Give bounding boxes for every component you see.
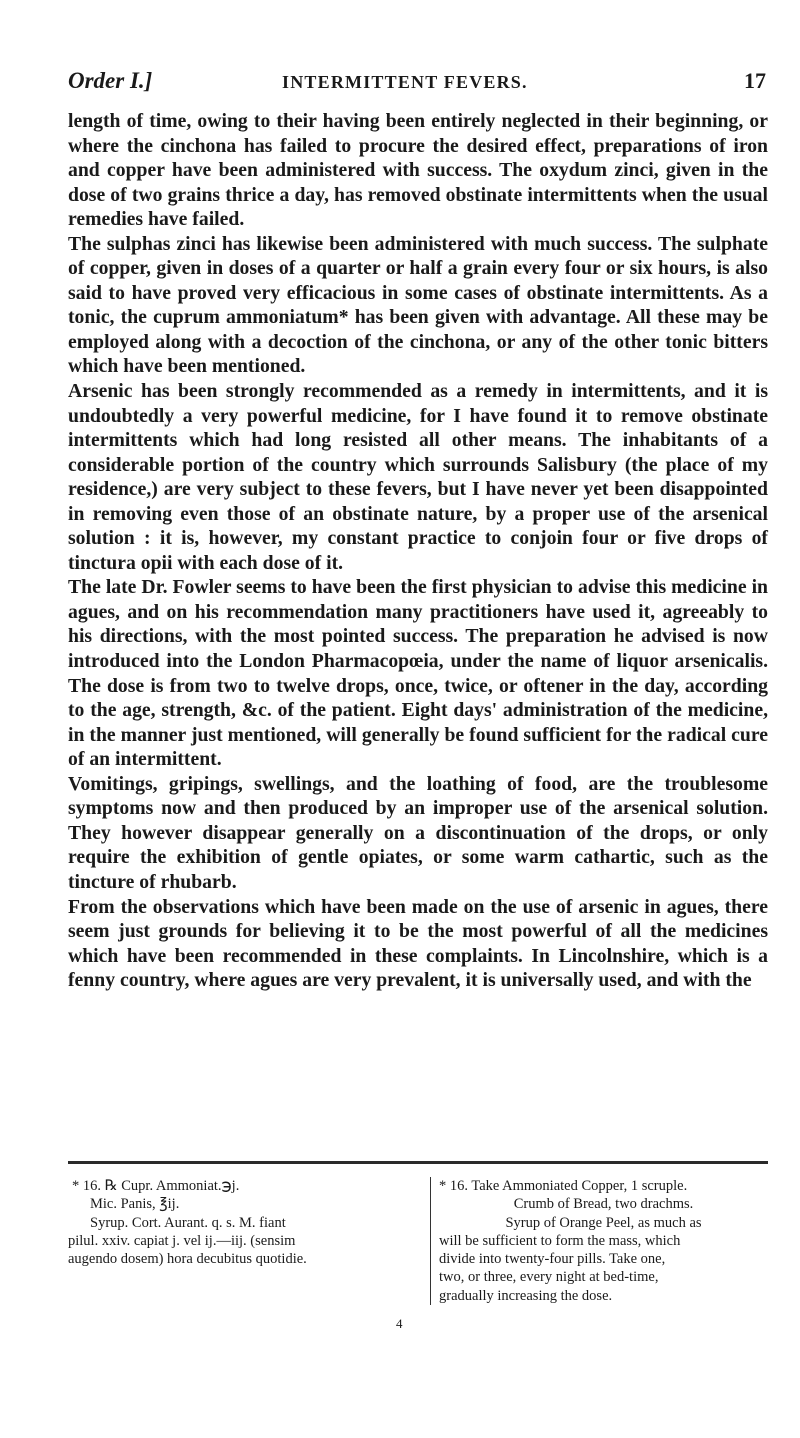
footnote-divider: [68, 1161, 768, 1164]
paragraph: Arsenic has been strongly recommended as a remedy in intermittents, and it is undoubtedly a very powerful medicine, for I have found it to remove obstinate intermittents which had long resisted all other means. The inhabitants of a considerable portion of the country which surrounds Salisbury (the place of my residence,) are very subject to these fevers, but I have never yet been disappointed in removing even those of an obstinate nature, by a proper use of the arsenical solution : it is, however, my constant practice to conjoin four or five drops of tinctura opii with each dose of it.: [68, 380, 768, 574]
main-text: [68, 109, 768, 993]
footnote-english: [430, 1177, 768, 1305]
paragraph: From the observations which have been made on the use of arsenic in agues, there seem just grounds for believing it to be the most powerful of all the medicines which have been recommended in these complaints. In Lincolnshire, which is a fenny country, where agues are very prevalent, it is universally used, and with the: [68, 895, 768, 992]
footnote-line: will be sufficient to form the mass, which: [439, 1232, 681, 1249]
footnote-line: Syrup. Cort. Aurant. q. s. M. fiant: [90, 1214, 286, 1231]
footnote-latin: [68, 1177, 408, 1268]
footnote-line: Crumb of Bread, two drachms.: [513, 1196, 694, 1213]
footnote-line: Mic. Panis, ℥ij.: [90, 1196, 180, 1213]
footnote-line: Syrup of Orange Peel, as much as: [505, 1214, 702, 1231]
header-title: INTERMITTENT FEVERS.: [282, 72, 528, 92]
page-number: 17: [744, 68, 766, 93]
footnote-line: augendo dosem) hora decubitus quotidie.: [68, 1251, 307, 1268]
footnote-line: divide into twenty-four pills. Take one,: [439, 1251, 666, 1268]
footnote-line: gradually increasing the dose.: [439, 1287, 613, 1304]
footnote-line: * 16. Take Ammoniated Copper, 1 scruple.: [439, 1178, 688, 1194]
paragraph: The sulphas zinci has likewise been administered with much success. The sulphate of copper, given in doses of a quarter or half a grain every four or six hours, is also said to have proved very efficacious in some cases of obstinate intermittents. As a tonic, the cuprum ammoniatum* has been given with advantage. All these may be employed along with a decoction of the cinchona, or any of the other tonic bitters which have been mentioned.: [68, 232, 768, 378]
footnote-line: pilul. xxiv. capiat j. vel ij.—iij. (sensim: [68, 1232, 296, 1249]
footnote-line: * 16. ℞ Cupr. Ammoniat.℈j.: [72, 1178, 240, 1194]
paragraph: The late Dr. Fowler seems to have been the first physician to advise this medicine in agues, and on his recommendation many practitioners have used it, agreeably to his directions, with the most pointed success. The preparation he advised is now introduced into the London Pharmacopœia, under the name of liquor arsenicalis. The dose is from two to twelve drops, once, twice, or oftener in the day, according to the age, strength, &c. of the patient. Eight days' administration of the medicine, in the manner just mentioned, will generally be found sufficient for the radical cure of an intermittent.: [68, 576, 768, 771]
signature-mark: 4: [396, 1316, 403, 1331]
header-section: Order I.]: [68, 68, 153, 93]
running-header: [68, 68, 768, 98]
paragraph: length of time, owing to their having been entirely neglected in their beginning, or where the cinchona has failed to procure the desired effect, preparations of iron and copper have been administered with success. The oxydum zinci, given in the dose of two grains thrice a day, has removed obstinate intermittents when the usual remedies have failed.: [68, 110, 768, 231]
paragraph: Vomitings, gripings, swellings, and the loathing of food, are the troublesome symptoms now and then produced by an improper use of the arsenical solution. They however disappear generally on a discontinuation of the drops, or only require the exhibition of gentle opiates, or some warm cathartic, such as the tincture of rhubarb.: [68, 772, 768, 893]
footnote-line: two, or three, every night at bed-time,: [439, 1269, 659, 1286]
